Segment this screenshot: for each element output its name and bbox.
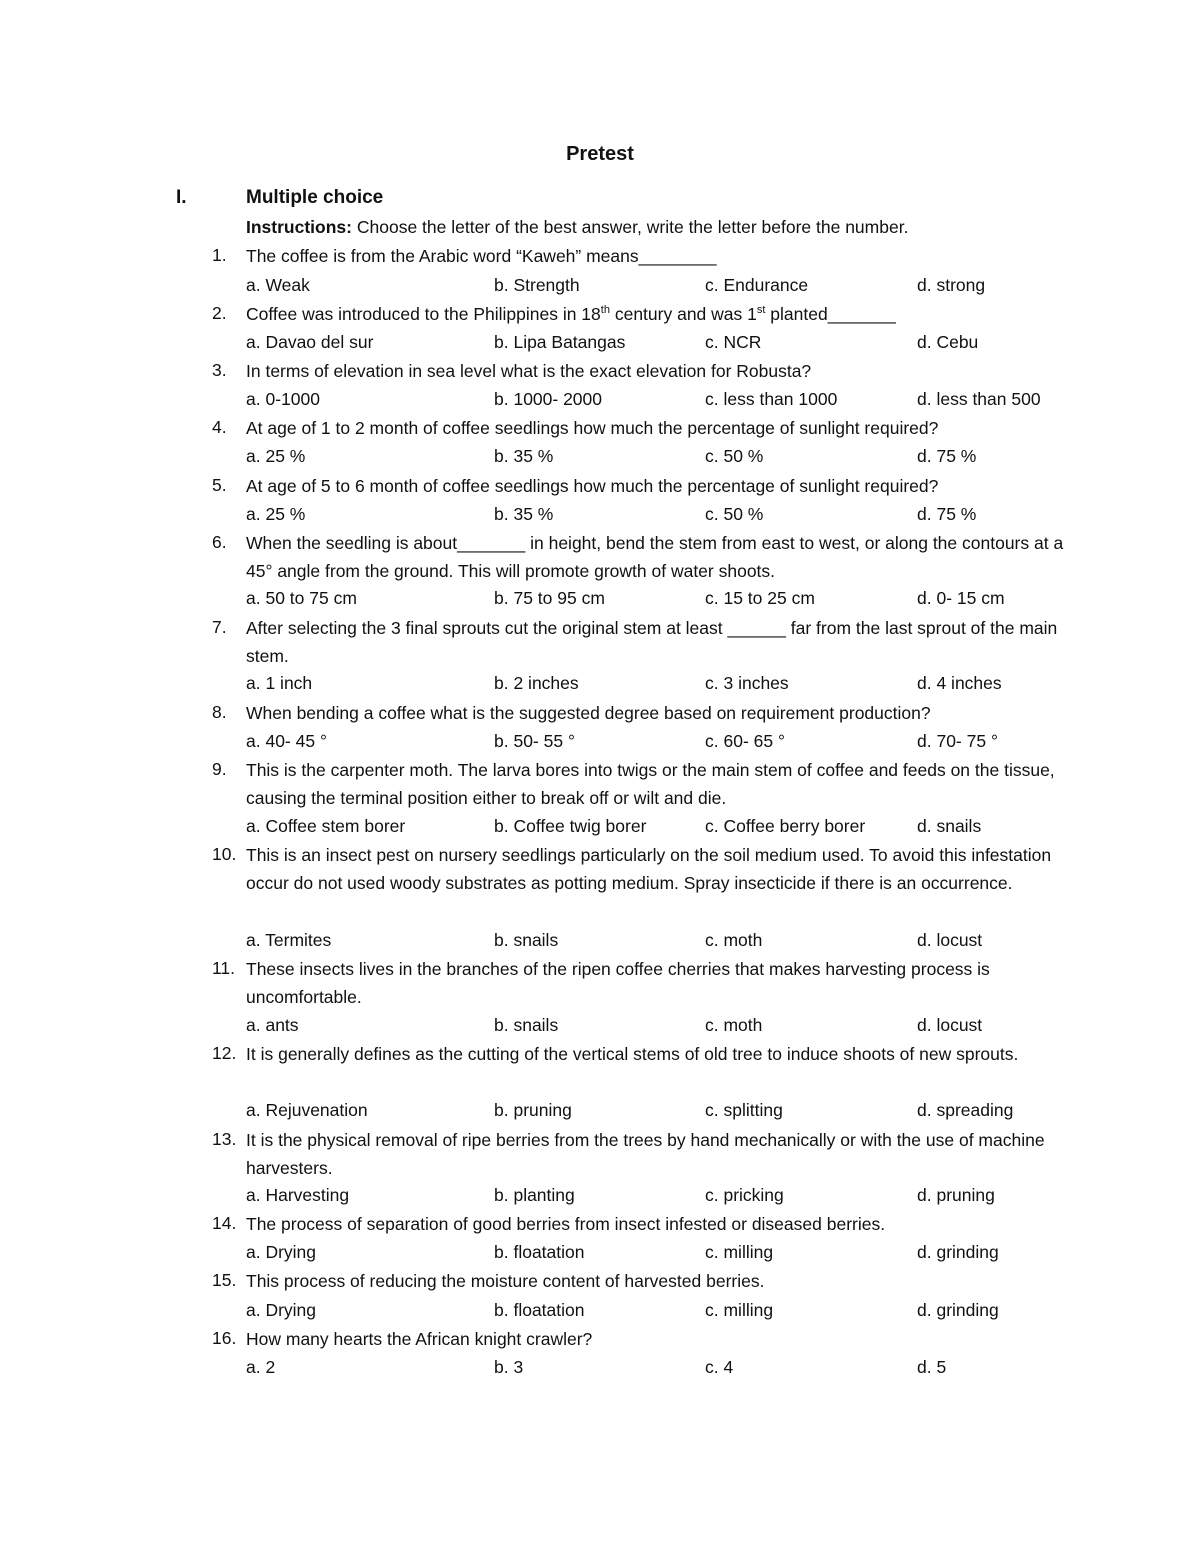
- option-c: c. 4: [705, 1357, 734, 1377]
- option-c: c. pricking: [705, 1185, 784, 1205]
- option-c: c. moth: [705, 1015, 763, 1035]
- option-c: c. less than 1000: [705, 389, 838, 409]
- ordinal-suffix: st: [756, 304, 766, 316]
- option-c: c. 50 %: [705, 504, 764, 524]
- question-text: This process of reducing the moisture content of harvested berries.: [246, 1271, 765, 1291]
- question-text: This is an insect pest on nursery seedlings particularly on the soil medium used. To avoid this infestation occur do not used woody substrates as potting medium. Spray insecticide if there is an occurrence.: [246, 845, 1052, 894]
- option-c: c. 15 to 25 cm: [705, 588, 815, 608]
- question-text: When bending a coffee what is the suggested degree based on requirement production?: [246, 703, 931, 723]
- option-b: b. pruning: [494, 1100, 572, 1120]
- option-c: c. 60- 65 °: [705, 731, 785, 751]
- question-number: 8.: [212, 702, 227, 722]
- option-b: b. Coffee twig borer: [494, 816, 647, 836]
- option-d: d. 4 inches: [917, 673, 1002, 693]
- option-a: a. Rejuvenation: [246, 1100, 368, 1120]
- option-c: c. 3 inches: [705, 673, 789, 693]
- question-number: 1.: [212, 245, 227, 265]
- option-a: a. 0-1000: [246, 389, 320, 409]
- option-a: a. 40- 45 °: [246, 731, 327, 751]
- option-c: c. milling: [705, 1300, 774, 1320]
- option-b: b. planting: [494, 1185, 575, 1205]
- ordinal-suffix: th: [600, 304, 610, 316]
- question-text: It is the physical removal of ripe berries from the trees by hand mechanically or with the use of machine harvesters.: [246, 1130, 1045, 1179]
- question-text: At age of 5 to 6 month of coffee seedlings how much the percentage of sunlight required?: [246, 476, 939, 496]
- question-number: 7.: [212, 617, 227, 637]
- option-c: c. splitting: [705, 1100, 783, 1120]
- question-text: The process of separation of good berries from insect infested or diseased berries.: [246, 1214, 886, 1234]
- question-text: After selecting the 3 final sprouts cut the original stem at least ______ far from the last sprout of the main stem.: [246, 618, 1058, 667]
- question-number: 3.: [212, 360, 227, 380]
- option-d: d. 5: [917, 1357, 947, 1377]
- question-number: 5.: [212, 475, 227, 495]
- option-a: a. Weak: [246, 275, 310, 295]
- option-b: b. 35 %: [494, 446, 554, 466]
- option-b: b. Lipa Batangas: [494, 332, 626, 352]
- question-number: 4.: [212, 417, 227, 437]
- option-d: d. 75 %: [917, 446, 977, 466]
- question-text: These insects lives in the branches of the ripen coffee cherries that makes harvesting process is uncomfortable.: [246, 959, 990, 1008]
- option-b: b. snails: [494, 1015, 559, 1035]
- option-b: b. floatation: [494, 1242, 585, 1262]
- option-a: a. Harvesting: [246, 1185, 350, 1205]
- question-text: How many hearts the African knight crawler?: [246, 1329, 593, 1349]
- option-b: b. 3: [494, 1357, 524, 1377]
- question-text: Coffee was introduced to the Philippines in 18th century and was 1st planted_______: [246, 304, 896, 324]
- question-number: 11.: [212, 958, 236, 978]
- option-a: a. Termites: [246, 930, 332, 950]
- question-text: When the seedling is about_______ in height, bend the stem from east to west, or along the contours at a 45° angle from the ground. This will promote growth of water shoots.: [246, 533, 1064, 582]
- option-c: c. milling: [705, 1242, 774, 1262]
- question-number: 12.: [212, 1043, 237, 1063]
- option-d: d. less than 500: [917, 389, 1041, 409]
- option-d: d. 0- 15 cm: [917, 588, 1005, 608]
- option-b: b. snails: [494, 930, 559, 950]
- option-c: c. Endurance: [705, 275, 809, 295]
- option-a: a. 25 %: [246, 446, 306, 466]
- question-text: At age of 1 to 2 month of coffee seedlings how much the percentage of sunlight required?: [246, 418, 939, 438]
- page-title: Pretest: [566, 143, 634, 165]
- option-a: a. Davao del sur: [246, 332, 374, 352]
- question-number: 6.: [212, 532, 227, 552]
- option-b: b. 1000- 2000: [494, 389, 603, 409]
- instructions: [246, 217, 908, 238]
- question-text: This is the carpenter moth. The larva bores into twigs or the main stem of coffee and feeds on the tissue, causing the terminal position either to break off or wilt and die.: [246, 760, 1055, 809]
- option-a: a. 25 %: [246, 504, 306, 524]
- option-b: b. floatation: [494, 1300, 585, 1320]
- section-number: I.: [176, 187, 187, 208]
- question-text: The coffee is from the Arabic word “Kaweh” means________: [246, 246, 717, 266]
- option-a: a. Drying: [246, 1300, 317, 1320]
- instructions-text: Choose the letter of the best answer, write the letter before the number.: [356, 217, 909, 237]
- option-d: d. locust: [917, 1015, 983, 1035]
- option-d: d. grinding: [917, 1242, 999, 1262]
- option-a: a. Coffee stem borer: [246, 816, 406, 836]
- question-number: 16.: [212, 1328, 237, 1348]
- option-a: a. 2: [246, 1357, 276, 1377]
- question-number: 15.: [212, 1270, 237, 1290]
- option-b: b. 2 inches: [494, 673, 579, 693]
- section-title: Multiple choice: [246, 187, 384, 208]
- option-a: a. ants: [246, 1015, 299, 1035]
- option-c: c. moth: [705, 930, 763, 950]
- option-a: a. 50 to 75 cm: [246, 588, 357, 608]
- option-d: d. grinding: [917, 1300, 999, 1320]
- option-d: d. spreading: [917, 1100, 1014, 1120]
- option-a: a. 1 inch: [246, 673, 313, 693]
- option-c: c. NCR: [705, 332, 762, 352]
- option-d: d. 70- 75 °: [917, 731, 998, 751]
- question-number: 9.: [212, 759, 227, 779]
- question-number: 13.: [212, 1129, 237, 1149]
- option-d: d. strong: [917, 275, 986, 295]
- question-number: 10.: [212, 844, 237, 864]
- option-d: d. 75 %: [917, 504, 977, 524]
- option-c: c. Coffee berry borer: [705, 816, 866, 836]
- option-d: d. snails: [917, 816, 982, 836]
- option-d: d. Cebu: [917, 332, 979, 352]
- instructions-label: Instructions:: [246, 217, 352, 237]
- option-c: c. 50 %: [705, 446, 764, 466]
- option-b: b. 75 to 95 cm: [494, 588, 605, 608]
- question-text: In terms of elevation in sea level what is the exact elevation for Robusta?: [246, 361, 812, 381]
- option-b: b. 50- 55 °: [494, 731, 575, 751]
- option-d: d. locust: [917, 930, 983, 950]
- option-a: a. Drying: [246, 1242, 317, 1262]
- option-b: b. Strength: [494, 275, 580, 295]
- option-b: b. 35 %: [494, 504, 554, 524]
- question-number: 2.: [212, 303, 227, 323]
- question-text: It is generally defines as the cutting of the vertical stems of old tree to induce shoots of new sprouts.: [246, 1044, 1019, 1064]
- option-d: d. pruning: [917, 1185, 995, 1205]
- question-number: 14.: [212, 1213, 237, 1233]
